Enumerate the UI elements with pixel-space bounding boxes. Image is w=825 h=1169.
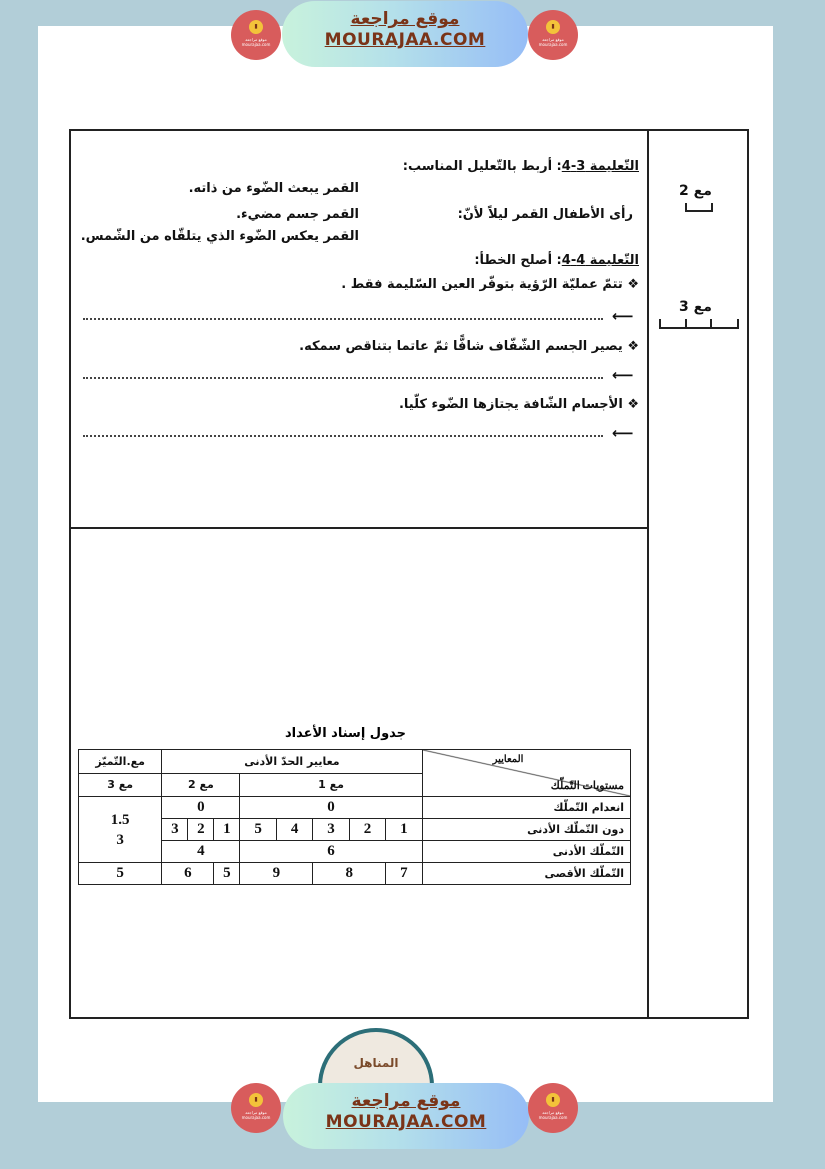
book-icon: ▮: [249, 1093, 263, 1107]
table-row: 5 6 5 9 8 7 التّملّك الأقصى: [79, 863, 631, 885]
criterion-mark-3: مع 3: [679, 299, 712, 315]
answer-line-2[interactable]: [83, 377, 603, 379]
exercise-4-statement-3: ❖ الأجسام الشّافة يجتازها الضّوء كلّيا.: [398, 397, 639, 412]
exercise-4-heading: التّعليمة 4-4: أصلح الخطأ:: [474, 253, 639, 268]
exercise-3-option-1[interactable]: القمر يبعث الضّوء من ذاته.: [188, 181, 359, 196]
book-icon: ▮: [546, 1093, 560, 1107]
banner-arabic-text: موقع مراجعة: [351, 1091, 461, 1111]
watermark-badge-right[interactable]: ▮ موقع مراجعة mourajaa.com: [528, 10, 578, 60]
arrow-left-icon: ⟵: [612, 307, 634, 325]
header-excellence: مع.التّميّز: [79, 750, 162, 774]
subheader-c3: مع 3: [79, 773, 162, 797]
exercise-3-option-2[interactable]: القمر جسم مضيء.: [236, 207, 359, 222]
subheader-c2: مع 2: [162, 773, 240, 797]
watermark-badge-left[interactable]: ▮ موقع مراجعة mourajaa.com: [231, 10, 281, 60]
subheader-c1: مع 1: [240, 773, 422, 797]
exercise-3-premise: رأى الأطفال القمر ليلاً لأنّ:: [457, 207, 633, 222]
corner-cell: المعايير مستويات التّملّك: [422, 750, 630, 797]
arrow-left-icon: ⟵: [612, 424, 634, 442]
c3-scores: 1.5 3: [79, 797, 162, 863]
watermark-badge-right-bottom[interactable]: ▮ موقع مراجعة mourajaa.com: [528, 1083, 578, 1133]
exercise-3-option-3[interactable]: القمر يعكس الضّوء الذي يتلقّاه من الشّمس.: [80, 229, 359, 244]
table-row: 3 2 1 5 4 3 2 1 دون التّملّك الأدنى: [79, 819, 631, 841]
bullet-icon: ❖: [627, 277, 639, 292]
score-box-2[interactable]: [685, 203, 713, 212]
watermark-banner-top[interactable]: [282, 1, 528, 67]
watermark-badge-left-bottom[interactable]: ▮ موقع مراجعة mourajaa.com: [231, 1083, 281, 1133]
answer-line-3[interactable]: [83, 435, 603, 437]
arrow-left-icon: ⟵: [612, 366, 634, 384]
banner-latin-text: MOURAJAA.COM: [325, 1112, 487, 1132]
answer-line-1[interactable]: [83, 318, 603, 320]
grading-table-title: جدول إسناد الأعداد: [285, 726, 407, 741]
banner-latin-text: MOURAJAA.COM: [324, 30, 486, 50]
table-row: 4 6 التّملّك الأدنى: [79, 841, 631, 863]
grading-table: [78, 749, 631, 885]
exercise-3-heading: التّعليمة 3-4: أربط بالتّعليل المناسب:: [402, 159, 639, 174]
bullet-icon: ❖: [627, 339, 639, 354]
book-icon: ▮: [546, 20, 560, 34]
bullet-icon: ❖: [627, 397, 639, 412]
criterion-mark-2: مع 2: [679, 183, 712, 199]
exercise-4-statement-1: ❖ تتمّ عمليّة الرّؤية بتوفّر العين السّليمة فقط .: [341, 277, 639, 292]
exercise-4-statement-2: ❖ يصير الجسم الشّفّاف شافًّا ثمّ عاتما بتناقص سمكه.: [299, 339, 639, 354]
exercise-section: [71, 131, 647, 529]
criteria-column: [649, 131, 747, 1017]
banner-arabic-text: موقع مراجعة: [350, 9, 460, 29]
score-box-3[interactable]: [659, 319, 739, 329]
header-min-criteria: معايير الحدّ الأدنى: [162, 750, 422, 774]
school-logo: المناهل: [318, 1028, 434, 1118]
table-row: 1.5 3 0 0 انعدام التّملّك: [79, 797, 631, 819]
watermark-banner-bottom[interactable]: [283, 1083, 529, 1149]
book-icon: ▮: [249, 20, 263, 34]
exam-frame: [69, 129, 749, 1019]
